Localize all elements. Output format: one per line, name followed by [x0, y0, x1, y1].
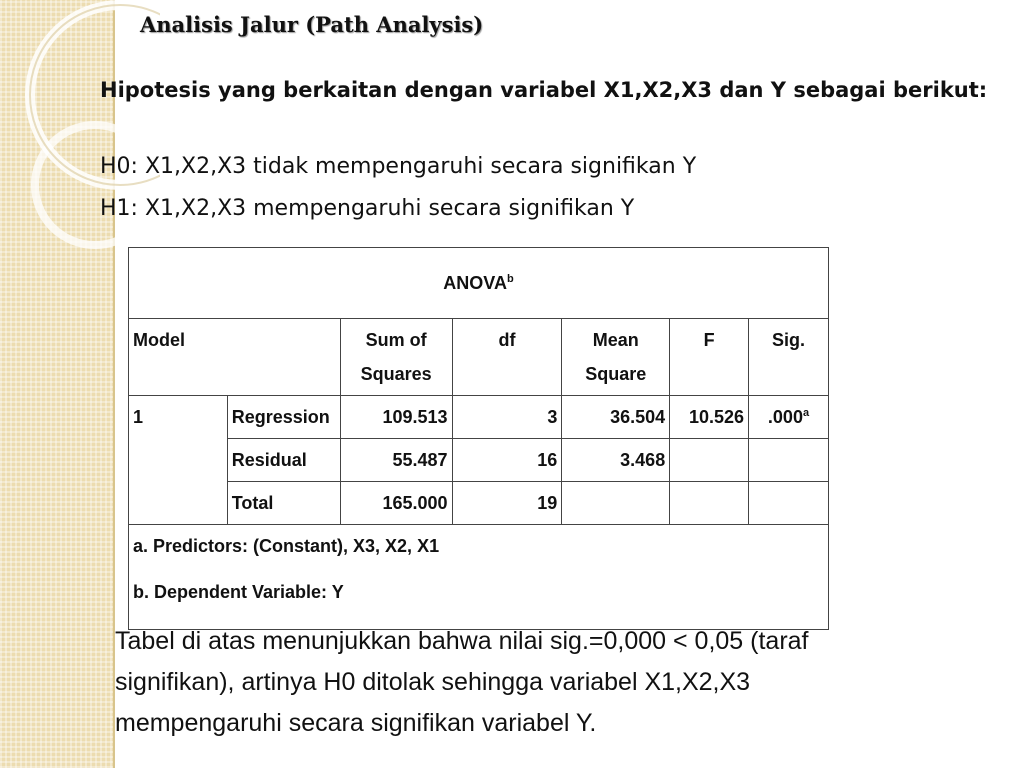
- cell-ms: [562, 482, 670, 525]
- cell-sig: .000$^a$: [749, 396, 829, 439]
- footnote-b: b. Dependent Variable: Y: [133, 582, 344, 602]
- header-df: df: [452, 319, 562, 396]
- hypothesis-intro: Hipotesis yang berkaitan dengan variabel X1,X2,X3 dan Y sebagai berikut:: [100, 78, 988, 102]
- cell-ss: 109.513: [340, 396, 452, 439]
- table-row: [129, 439, 829, 482]
- hypothesis-h0: H0: X1,X2,X3 tidak mempengaruhi secara signifikan Y: [100, 154, 697, 179]
- cell-ms: 36.504: [562, 396, 670, 439]
- cell-ss: 55.487: [340, 439, 452, 482]
- row-label: Total: [227, 482, 340, 525]
- cell-f: [670, 439, 749, 482]
- anova-table: [128, 247, 829, 630]
- table-row: [129, 396, 829, 439]
- cell-df: 3: [452, 396, 562, 439]
- header-model: Model: [129, 319, 341, 396]
- table-footnotes: [129, 525, 829, 630]
- conclusion-text: Tabel di atas menunjukkan bahwa nilai sig.=0,000 < 0,05 (taraf signifikan), artinya H0 ditolak sehingga variabel X1,X2,X3 mempengaruhi secara signifikan variabel Y.: [115, 627, 809, 737]
- cell-df: 19: [452, 482, 562, 525]
- cell-f: [670, 482, 749, 525]
- cell-ss: 165.000: [340, 482, 452, 525]
- row-label: Regression: [227, 396, 340, 439]
- row-label: Residual: [227, 439, 340, 482]
- header-sum-of-squares: Sum of Squares: [340, 319, 452, 396]
- table-row: [129, 482, 829, 525]
- cell-df: 16: [452, 439, 562, 482]
- header-sig: Sig.: [749, 319, 829, 396]
- hypothesis-h1: H1: X1,X2,X3 mempengaruhi secara signifikan Y: [100, 196, 635, 221]
- header-mean-square: Mean Square: [562, 319, 670, 396]
- footnote-a: a. Predictors: (Constant), X3, X2, X1: [133, 536, 440, 556]
- cell-sig: [749, 439, 829, 482]
- decorative-swirl: [0, 0, 160, 260]
- model-number: 1: [129, 396, 228, 525]
- cell-f: 10.526: [670, 396, 749, 439]
- cell-ms: 3.468: [562, 439, 670, 482]
- slide-title: Analisis Jalur (Path Analysis): [140, 12, 484, 37]
- cell-sig: [749, 482, 829, 525]
- table-caption: ANOVA$^b$: [129, 248, 829, 319]
- header-f: F: [670, 319, 749, 396]
